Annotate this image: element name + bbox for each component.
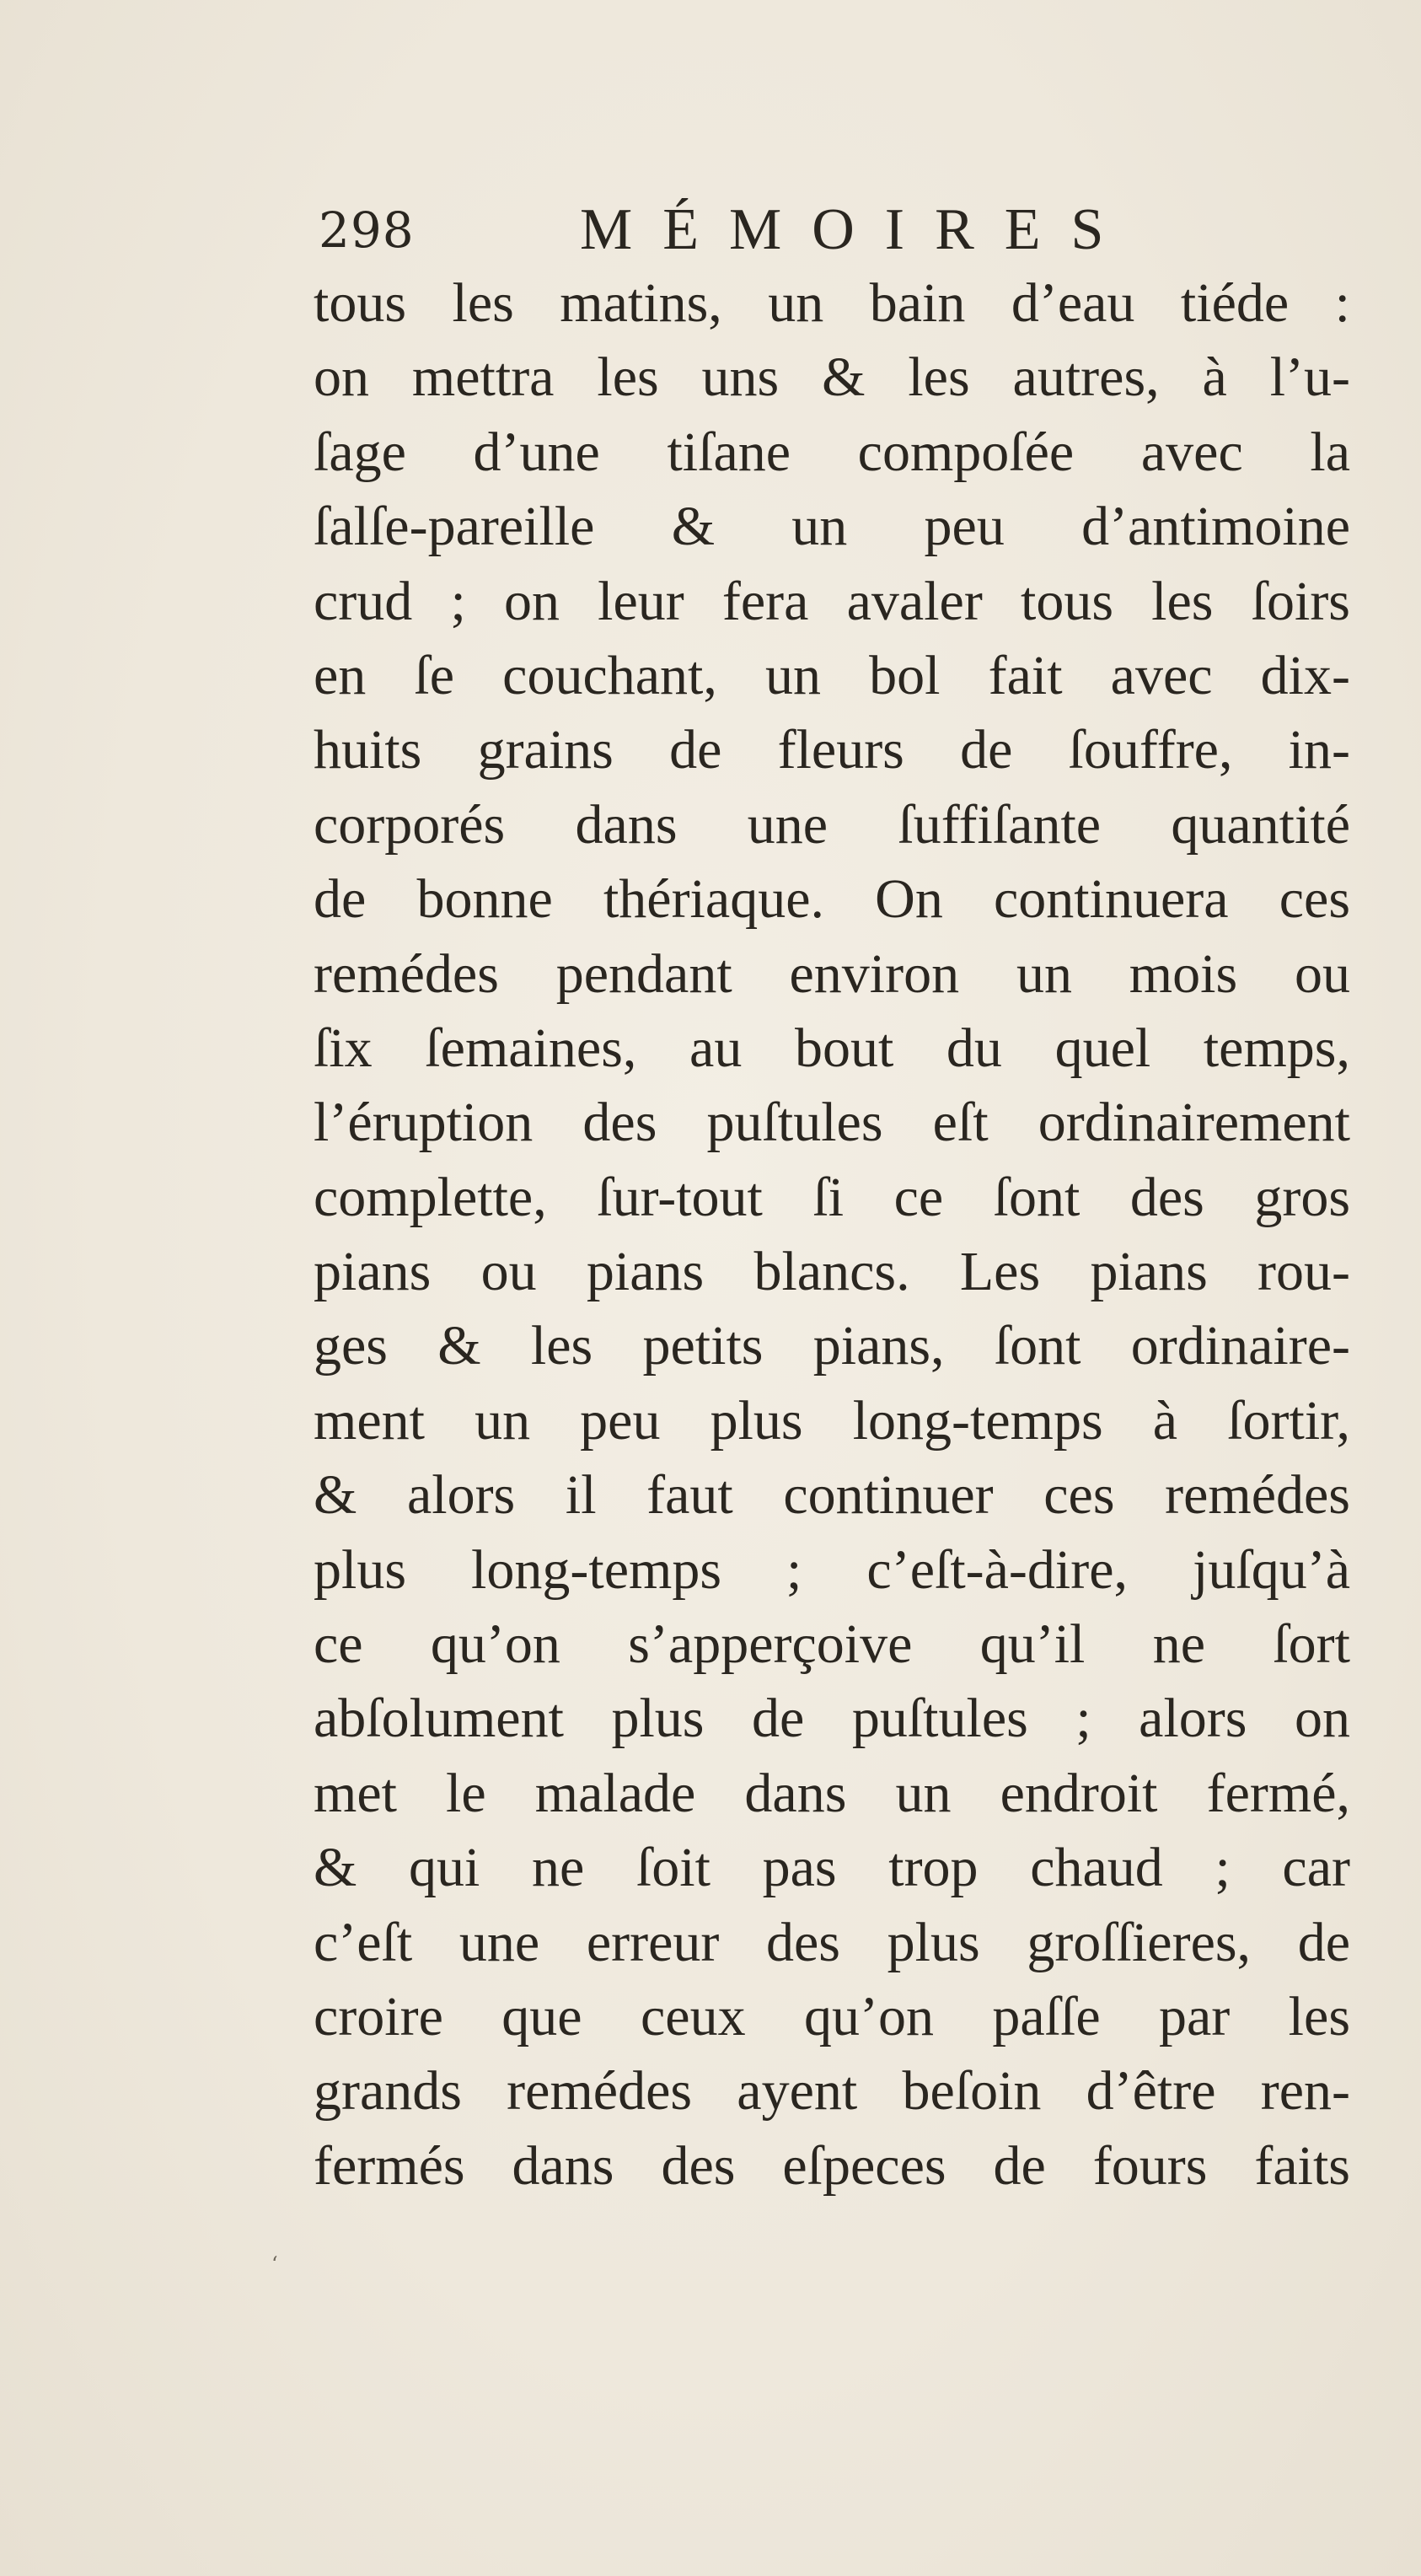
text-line: ſix ſemaines, au bout du quel temps, (314, 1017, 1350, 1079)
running-title: MÉMOIRES (580, 197, 1134, 262)
text-line: huits grains de fleurs de ſouffre, in- (314, 719, 1350, 781)
text-line: pians ou pians blancs. Les pians rou- (314, 1241, 1350, 1303)
text-line: c’eſt une erreur des plus groſſieres, de (314, 1911, 1350, 1973)
text-line: en ſe couchant, un bol fait avec dix- (314, 644, 1350, 706)
text-line: crud ; on leur fera avaler tous les ſoirs (314, 570, 1350, 632)
text-line: ce qu’on s’apperçoive qu’il ne ſort (314, 1613, 1350, 1676)
text-line: ſage d’une tiſane compoſée avec la (314, 421, 1350, 483)
body-text (314, 266, 1350, 2203)
text-line: on mettra les uns & les autres, à l’u- (314, 346, 1350, 409)
text-line: plus long-temps ; c’eſt-à-dire, juſqu’à (314, 1538, 1350, 1601)
text-line: & qui ne ſoit pas trop chaud ; car (314, 1837, 1350, 1899)
text-line: & alors il faut continuer ces remédes (314, 1464, 1350, 1527)
text-line: remédes pendant environ un mois ou (314, 942, 1350, 1005)
page-header (319, 192, 1161, 268)
text-line: de bonne thériaque. On continuera ces (314, 868, 1350, 931)
text-line: abſolument plus de puſtules ; alors on (314, 1688, 1350, 1750)
margin-mark: ‘ (271, 2252, 278, 2276)
text-line: corporés dans une ſuffiſante quantité (314, 793, 1350, 856)
text-line: grands remédes ayent beſoin d’être ren- (314, 2060, 1350, 2123)
text-line: met le malade dans un endroit fermé, (314, 1762, 1350, 1824)
text-line: ges & les petits pians, ſont ordinaire- (314, 1315, 1350, 1377)
text-line: ſalſe-pareille & un peu d’antimoine (314, 496, 1350, 558)
text-line: tous les matins, un bain d’eau tiéde : (314, 272, 1350, 334)
page-number: 298 (319, 201, 415, 259)
text-line: croire que ceux qu’on paſſe par les (314, 1985, 1350, 2047)
text-line: l’éruption des puſtules eſt ordinairement (314, 1092, 1350, 1154)
text-line: ment un peu plus long-temps à ſortir, (314, 1389, 1350, 1452)
text-line: fermés dans des eſpeces de fours faits (314, 2134, 1350, 2197)
text-line: complette, ſur-tout ſi ce ſont des gros (314, 1166, 1350, 1228)
